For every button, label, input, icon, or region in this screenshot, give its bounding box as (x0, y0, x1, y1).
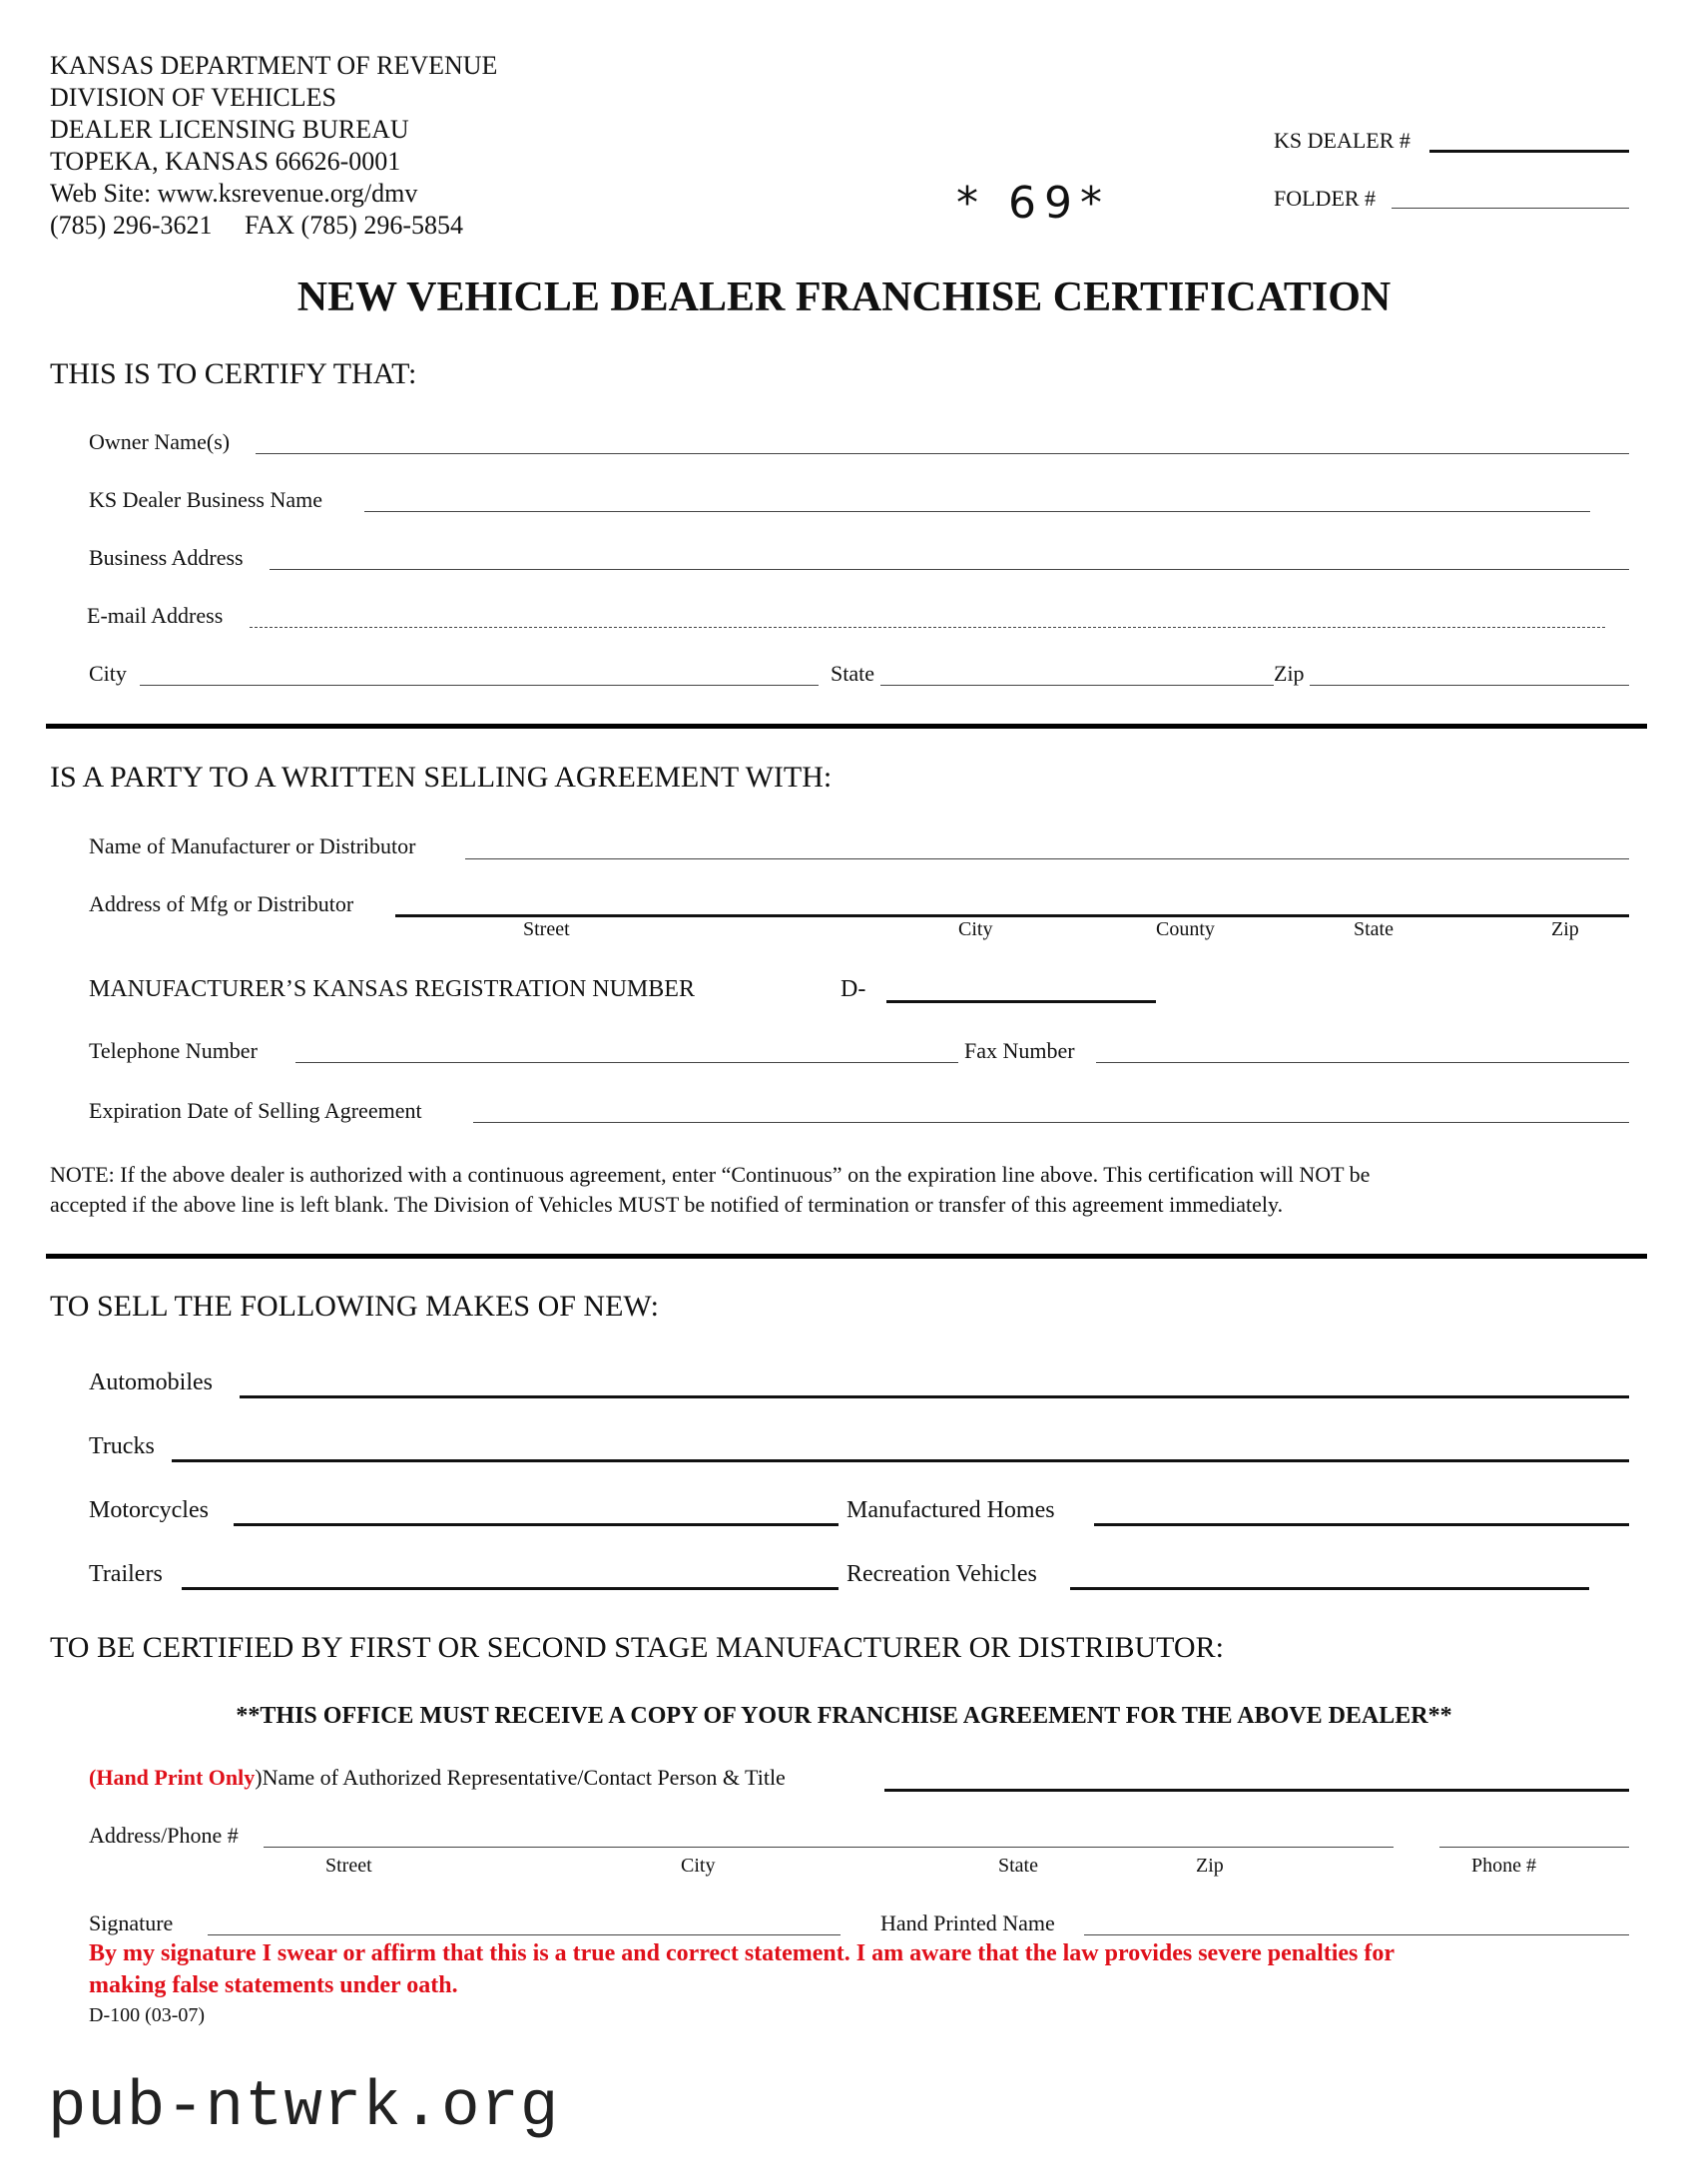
manufacturer-address-label: Address of Mfg or Distributor (89, 891, 354, 916)
automobiles-label: Automobiles (89, 1369, 213, 1395)
owner-name-label: Owner Name(s) (89, 429, 231, 454)
email-label: E-mail Address (87, 603, 224, 628)
zip-label: Zip (1274, 661, 1305, 686)
email-field[interactable] (250, 627, 1605, 628)
recreation-vehicles-label: Recreation Vehicles (846, 1561, 1037, 1587)
note-text: NOTE: If the above dealer is authorized with a continuous agreement, enter “Continuous” on the expiration line above. This certification will NOT be (50, 1162, 1371, 1187)
address-sublabel-zip: Zip (1551, 918, 1579, 940)
fax-field[interactable] (1096, 1062, 1629, 1063)
business-address-field[interactable] (270, 569, 1629, 570)
agency-line: DIVISION OF VEHICLES (50, 83, 336, 112)
agency-website: Web Site: www.ksrevenue.org/dmv (50, 179, 418, 208)
oath-statement-continued: making false statements under oath. (89, 1972, 458, 1998)
signature-label: Signature (89, 1911, 174, 1935)
expiration-date-field[interactable] (473, 1122, 1629, 1123)
section-heading-certified-by: TO BE CERTIFIED BY FIRST OR SECOND STAGE MANUFACTURER OR DISTRIBUTOR: (50, 1631, 1224, 1664)
automobiles-field[interactable] (240, 1395, 1629, 1398)
zip-field[interactable] (1310, 685, 1629, 686)
registration-number-field[interactable] (886, 1000, 1156, 1003)
city-field[interactable] (140, 685, 819, 686)
folder-field[interactable] (1392, 208, 1629, 209)
ks-dealer-field[interactable] (1429, 150, 1629, 153)
rep-address-field[interactable] (264, 1847, 1394, 1848)
trucks-field[interactable] (172, 1459, 1629, 1462)
registration-number-label: MANUFACTURER’S KANSAS REGISTRATION NUMBER (89, 976, 695, 1002)
address-phone-label: Address/Phone # (89, 1823, 239, 1848)
city-label: City (89, 661, 127, 686)
address-sublabel-county: County (1156, 918, 1215, 940)
rep-sublabel-zip: Zip (1196, 1855, 1224, 1877)
rep-sublabel-city: City (681, 1855, 716, 1877)
business-name-field[interactable] (364, 511, 1590, 512)
manufactured-homes-field[interactable] (1094, 1523, 1629, 1526)
hand-printed-name-field[interactable] (1084, 1934, 1629, 1935)
ks-dealer-label: KS DEALER # (1274, 128, 1410, 153)
motorcycles-field[interactable] (234, 1523, 839, 1526)
recreation-vehicles-field[interactable] (1070, 1587, 1589, 1590)
owner-name-field[interactable] (256, 453, 1629, 454)
agency-phone-fax: (785) 296-3621 FAX (785) 296-5854 (50, 211, 464, 240)
trucks-label: Trucks (89, 1433, 155, 1459)
registration-prefix: D- (841, 976, 866, 1002)
trailers-field[interactable] (182, 1587, 839, 1590)
trailers-label: Trailers (89, 1561, 163, 1587)
business-address-label: Business Address (89, 545, 244, 570)
manufacturer-name-field[interactable] (465, 858, 1629, 859)
section-divider (46, 1254, 1647, 1259)
representative-label: )Name of Authorized Representative/Contact Person & Title (255, 1765, 786, 1790)
telephone-field[interactable] (295, 1062, 958, 1063)
agency-line: TOPEKA, KANSAS 66626-0001 (50, 147, 401, 176)
watermark: pub-ntwrk.org (48, 2072, 560, 2144)
hand-print-only-note: (Hand Print Only (89, 1765, 256, 1790)
section-divider (46, 724, 1647, 729)
note-text-continued: accepted if the above line is left blank. The Division of Vehicles MUST be notified of termination or transfer of this agreement immediately. (50, 1192, 1284, 1217)
barcode-number: * 69* (956, 178, 1110, 229)
section-heading-certify: THIS IS TO CERTIFY THAT: (50, 357, 417, 390)
section-heading-agreement: IS A PARTY TO A WRITTEN SELLING AGREEMENT WITH: (50, 761, 833, 794)
form-title: NEW VEHICLE DEALER FRANCHISE CERTIFICATION (296, 274, 1392, 320)
hand-printed-name-label: Hand Printed Name (880, 1911, 1055, 1935)
form-code: D-100 (03-07) (89, 2004, 206, 2026)
address-sublabel-street: Street (523, 918, 570, 940)
folder-label: FOLDER # (1274, 186, 1377, 211)
motorcycles-label: Motorcycles (89, 1497, 209, 1523)
telephone-label: Telephone Number (89, 1038, 258, 1063)
fax-label: Fax Number (964, 1038, 1075, 1063)
manufacturer-address-field[interactable] (395, 914, 1629, 917)
expiration-date-label: Expiration Date of Selling Agreement (89, 1098, 422, 1123)
state-field[interactable] (880, 685, 1274, 686)
signature-field[interactable] (208, 1934, 841, 1935)
business-name-label: KS Dealer Business Name (89, 487, 323, 512)
address-sublabel-city: City (958, 918, 993, 940)
agency-line: KANSAS DEPARTMENT OF REVENUE (50, 51, 498, 80)
address-sublabel-state: State (1354, 918, 1394, 940)
rep-sublabel-state: State (998, 1855, 1038, 1877)
manufacturer-name-label: Name of Manufacturer or Distributor (89, 833, 416, 858)
rep-sublabel-phone: Phone # (1471, 1855, 1536, 1877)
rep-phone-field[interactable] (1439, 1847, 1629, 1848)
oath-statement: By my signature I swear or affirm that this is a true and correct statement. I am aware that the law provides severe penalties for (89, 1940, 1396, 1966)
state-label: State (831, 661, 874, 686)
section-heading-makes: TO SELL THE FOLLOWING MAKES OF NEW: (50, 1290, 659, 1323)
franchise-copy-notice: **THIS OFFICE MUST RECEIVE A COPY OF YOUR FRANCHISE AGREEMENT FOR THE ABOVE DEALER** (236, 1703, 1452, 1729)
representative-label-row (89, 1765, 786, 1791)
manufactured-homes-label: Manufactured Homes (846, 1497, 1055, 1523)
rep-sublabel-street: Street (325, 1855, 372, 1877)
representative-field[interactable] (884, 1789, 1629, 1792)
agency-line: DEALER LICENSING BUREAU (50, 115, 409, 144)
